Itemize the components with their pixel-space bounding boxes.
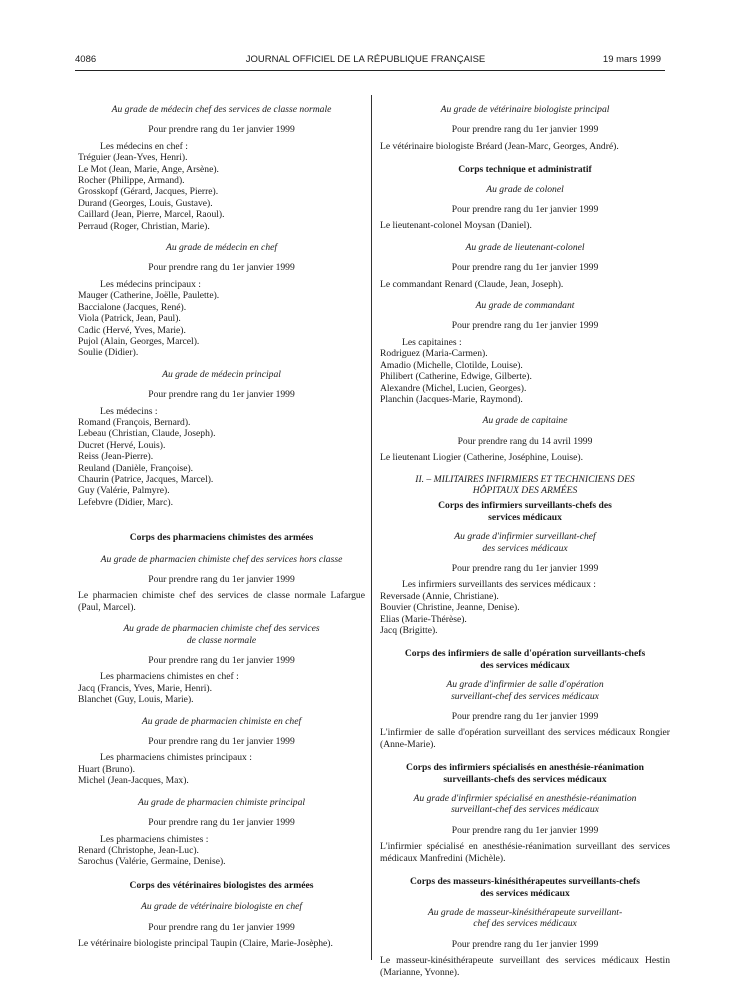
grade-heading: Au grade de médecin principal <box>162 368 281 380</box>
list-item: Renard (Christophe, Jean-Luc). <box>78 844 199 856</box>
rank-date: Pour prendre rang du 1er janvier 1999 <box>148 124 295 136</box>
grade-heading: Au grade de lieutenant-colonel <box>465 241 585 253</box>
corps-heading: Corps des pharmaciens chimistes des armées <box>129 532 314 544</box>
list-item: Elias (Marie-Thérèse). <box>380 613 467 625</box>
left-column <box>78 100 365 949</box>
list-item: Jacq (Francis, Yves, Marie, Henri). <box>78 682 213 694</box>
rank-date: Pour prendre rang du 1er janvier 1999 <box>451 938 599 950</box>
page-number: 4086 <box>75 54 97 65</box>
nomination-text: L'infirmier spécialisé en anesthésie-réanimation surveillant des services médicaux Manfredini (Michèle). <box>380 841 670 864</box>
rank-date: Pour prendre rang du 1er janvier 1999 <box>148 736 295 748</box>
rank-date: Pour prendre rang du 1er janvier 1999 <box>148 655 295 667</box>
list-item: Alexandre (Michel, Lucien, Georges). <box>380 382 527 394</box>
grade-heading: Au grade de pharmacien chimiste chef des services de classe normale <box>123 623 320 646</box>
list-intro: Les infirmiers surveillants des services médicaux : <box>402 579 596 591</box>
column-divider <box>371 95 372 960</box>
list-item: Durand (Georges, Louis, Gustave). <box>78 197 213 209</box>
list-item: Ducret (Hervé, Louis). <box>78 439 166 451</box>
list-item: Lefebvre (Didier, Marc). <box>78 496 173 508</box>
name-list <box>78 152 365 232</box>
name-list <box>78 290 365 358</box>
list-item: Viola (Patrick, Jean, Paul). <box>78 313 181 325</box>
grade-heading: Au grade d'infirmier spécialisé en anesthésie-réanimation surveillant-chef des services médicaux <box>413 793 637 816</box>
grade-heading: Au grade d'infirmier surveillant-chef des services médicaux <box>454 531 596 554</box>
list-intro: Les pharmaciens chimistes : <box>100 833 209 845</box>
name-list <box>380 348 670 405</box>
rank-date: Pour prendre rang du 1er janvier 1999 <box>148 262 295 274</box>
grade-heading: Au grade de médecin chef des services de classe normale <box>111 104 332 115</box>
list-item: Planchin (Jacques-Marie, Raymond). <box>380 393 523 405</box>
header-rule <box>75 70 665 71</box>
grade-heading: Au grade de masseur-kinésithérapeute surveillant-chef des services médicaux <box>427 906 623 930</box>
grade-heading: Au grade de pharmacien chimiste chef des services hors classe <box>100 553 343 565</box>
name-list <box>380 591 670 637</box>
list-item: Rocher (Philippe, Armand). <box>78 175 185 187</box>
name-list <box>78 845 365 868</box>
list-item: Reuland (Danièle, Françoise). <box>78 462 194 474</box>
list-item: Perraud (Roger, Christian, Marie). <box>78 220 210 232</box>
name-list <box>78 417 365 508</box>
list-item: Jacq (Brigitte). <box>380 625 438 636</box>
list-item: Reversade (Annie, Christiane). <box>380 590 499 602</box>
list-item: Tréguier (Jean-Yves, Henri). <box>78 152 188 164</box>
corps-heading: Corps technique et administratif <box>458 164 592 176</box>
list-item: Le Mot (Jean, Marie, Ange, Arsène). <box>78 163 219 175</box>
grade-heading: Au grade de colonel <box>486 183 564 195</box>
nomination-text: Le vétérinaire biologiste principal Taupin (Claire, Marie-Josèphe). <box>78 937 333 949</box>
section-heading: II. – MILITAIRES INFIRMIERS ET TECHNICIENS DES HÔPITAUX DES ARMÉES <box>415 473 635 496</box>
rank-date: Pour prendre rang du 1er janvier 1999 <box>148 574 295 585</box>
grade-heading: Au grade de pharmacien chimiste principal <box>137 796 306 808</box>
rank-date: Pour prendre rang du 1er janvier 1999 <box>148 921 295 933</box>
list-intro: Les médecins : <box>100 405 158 417</box>
list-item: Bouvier (Christine, Jeanne, Denise). <box>380 602 520 614</box>
list-item: Mauger (Catherine, Joëlle, Paulette). <box>78 290 220 302</box>
nomination-text: L'infirmier de salle d'opération surveillant des services médicaux Rongier (Anne-Marie). <box>380 727 670 750</box>
grade-heading: Au grade de capitaine <box>482 415 568 427</box>
list-item: Blanchet (Guy, Louis, Marie). <box>78 694 194 706</box>
list-item: Sarochus (Valérie, Germaine, Denise). <box>78 856 226 868</box>
corps-heading: Corps des infirmiers spécialisés en anesthésie-réanimation surveillants-chefs des services médicaux <box>406 762 644 785</box>
rank-date: Pour prendre rang du 1er janvier 1999 <box>451 204 599 216</box>
right-column <box>380 100 670 978</box>
list-intro: Les pharmaciens chimistes principaux : <box>100 752 252 764</box>
grade-heading: Au grade de pharmacien chimiste en chef <box>141 715 302 727</box>
list-item: Caillard (Jean, Pierre, Marcel, Raoul). <box>78 209 225 221</box>
name-list <box>78 764 365 787</box>
list-item: Huart (Bruno). <box>78 763 136 775</box>
list-item: Amadio (Michelle, Clotilde, Louise). <box>380 359 523 371</box>
rank-date: Pour prendre rang du 1er janvier 1999 <box>148 389 295 401</box>
nomination-text: Le commandant Renard (Claude, Jean, Joseph). <box>380 278 564 290</box>
list-intro: Les capitaines : <box>402 336 462 348</box>
journal-title: JOURNAL OFFICIEL DE LA RÉPUBLIQUE FRANÇAISE <box>245 54 486 65</box>
nomination-text: Le vétérinaire biologiste Bréard (Jean-Marc, Georges, André). <box>380 140 619 152</box>
list-item: Michel (Jean-Jacques, Max). <box>78 775 189 787</box>
rank-date: Pour prendre rang du 1er janvier 1999 <box>451 320 599 332</box>
grade-heading: Au grade d'infirmier de salle d'opération surveillant-chef des services médicaux <box>446 679 604 702</box>
rank-date: Pour prendre rang du 1er janvier 1999 <box>451 562 599 574</box>
list-intro: Les médecins principaux : <box>100 278 201 290</box>
rank-date: Pour prendre rang du 1er janvier 1999 <box>451 711 599 723</box>
rank-date: Pour prendre rang du 1er janvier 1999 <box>451 824 599 836</box>
grade-heading: Au grade de commandant <box>475 300 575 312</box>
corps-heading: Corps des infirmiers de salle d'opération surveillants-chefs des services médicaux <box>404 648 646 671</box>
issue-date: 19 mars 1999 <box>602 54 661 65</box>
grade-heading: Au grade de vétérinaire biologiste en chef <box>140 901 303 913</box>
list-item: Grosskopf (Gérard, Jacques, Pierre). <box>78 186 219 198</box>
name-list <box>78 683 365 706</box>
list-item: Philibert (Catherine, Edwige, Gilberte). <box>380 371 532 383</box>
list-item: Soulie (Didier). <box>78 347 139 359</box>
list-item: Reiss (Jean-Pierre). <box>78 451 154 463</box>
nomination-text: Le masseur-kinésithérapeute surveillant des services médicaux Hestin (Marianne, Yvonne). <box>380 955 670 978</box>
rank-date: Pour prendre rang du 1er janvier 1999 <box>451 262 599 274</box>
rank-date: Pour prendre rang du 14 avril 1999 <box>457 435 593 447</box>
list-item: Chaurin (Patrice, Jacques, Marcel). <box>78 473 214 485</box>
nomination-text: Le pharmacien chimiste chef des services de classe normale Lafargue (Paul, Marcel). <box>78 590 365 613</box>
list-item: Cadic (Hervé, Yves, Marie). <box>78 324 186 336</box>
rank-date: Pour prendre rang du 1er janvier 1999 <box>451 124 599 136</box>
rank-date: Pour prendre rang du 1er janvier 1999 <box>148 817 295 829</box>
nomination-text: Le lieutenant-colonel Moysan (Daniel). <box>380 220 532 232</box>
list-item: Rodriguez (Maria-Carmen). <box>380 348 488 360</box>
list-item: Baccialone (Jacques, René). <box>78 301 187 313</box>
list-item: Guy (Valérie, Palmyre). <box>78 485 170 497</box>
grade-heading: Au grade de médecin en chef <box>165 242 278 254</box>
list-item: Romand (François, Bernard). <box>78 416 191 428</box>
corps-heading: Corps des masseurs-kinésithérapeutes surveillants-chefs des services médicaux <box>410 876 640 899</box>
nomination-text: Le lieutenant Liogier (Catherine, Joséphine, Louise). <box>380 452 584 464</box>
list-intro: Les pharmaciens chimistes en chef : <box>100 671 239 683</box>
list-intro: Les médecins en chef : <box>100 140 188 152</box>
grade-heading: Au grade de vétérinaire biologiste principal <box>440 104 610 115</box>
corps-heading: Corps des vétérinaires biologistes des armées <box>129 879 314 891</box>
list-item: Pujol (Alain, Georges, Marcel). <box>78 335 200 347</box>
corps-heading: Corps des infirmiers surveillants-chefs des services médicaux <box>438 500 612 523</box>
list-item: Lebeau (Christian, Claude, Joseph). <box>78 428 216 440</box>
